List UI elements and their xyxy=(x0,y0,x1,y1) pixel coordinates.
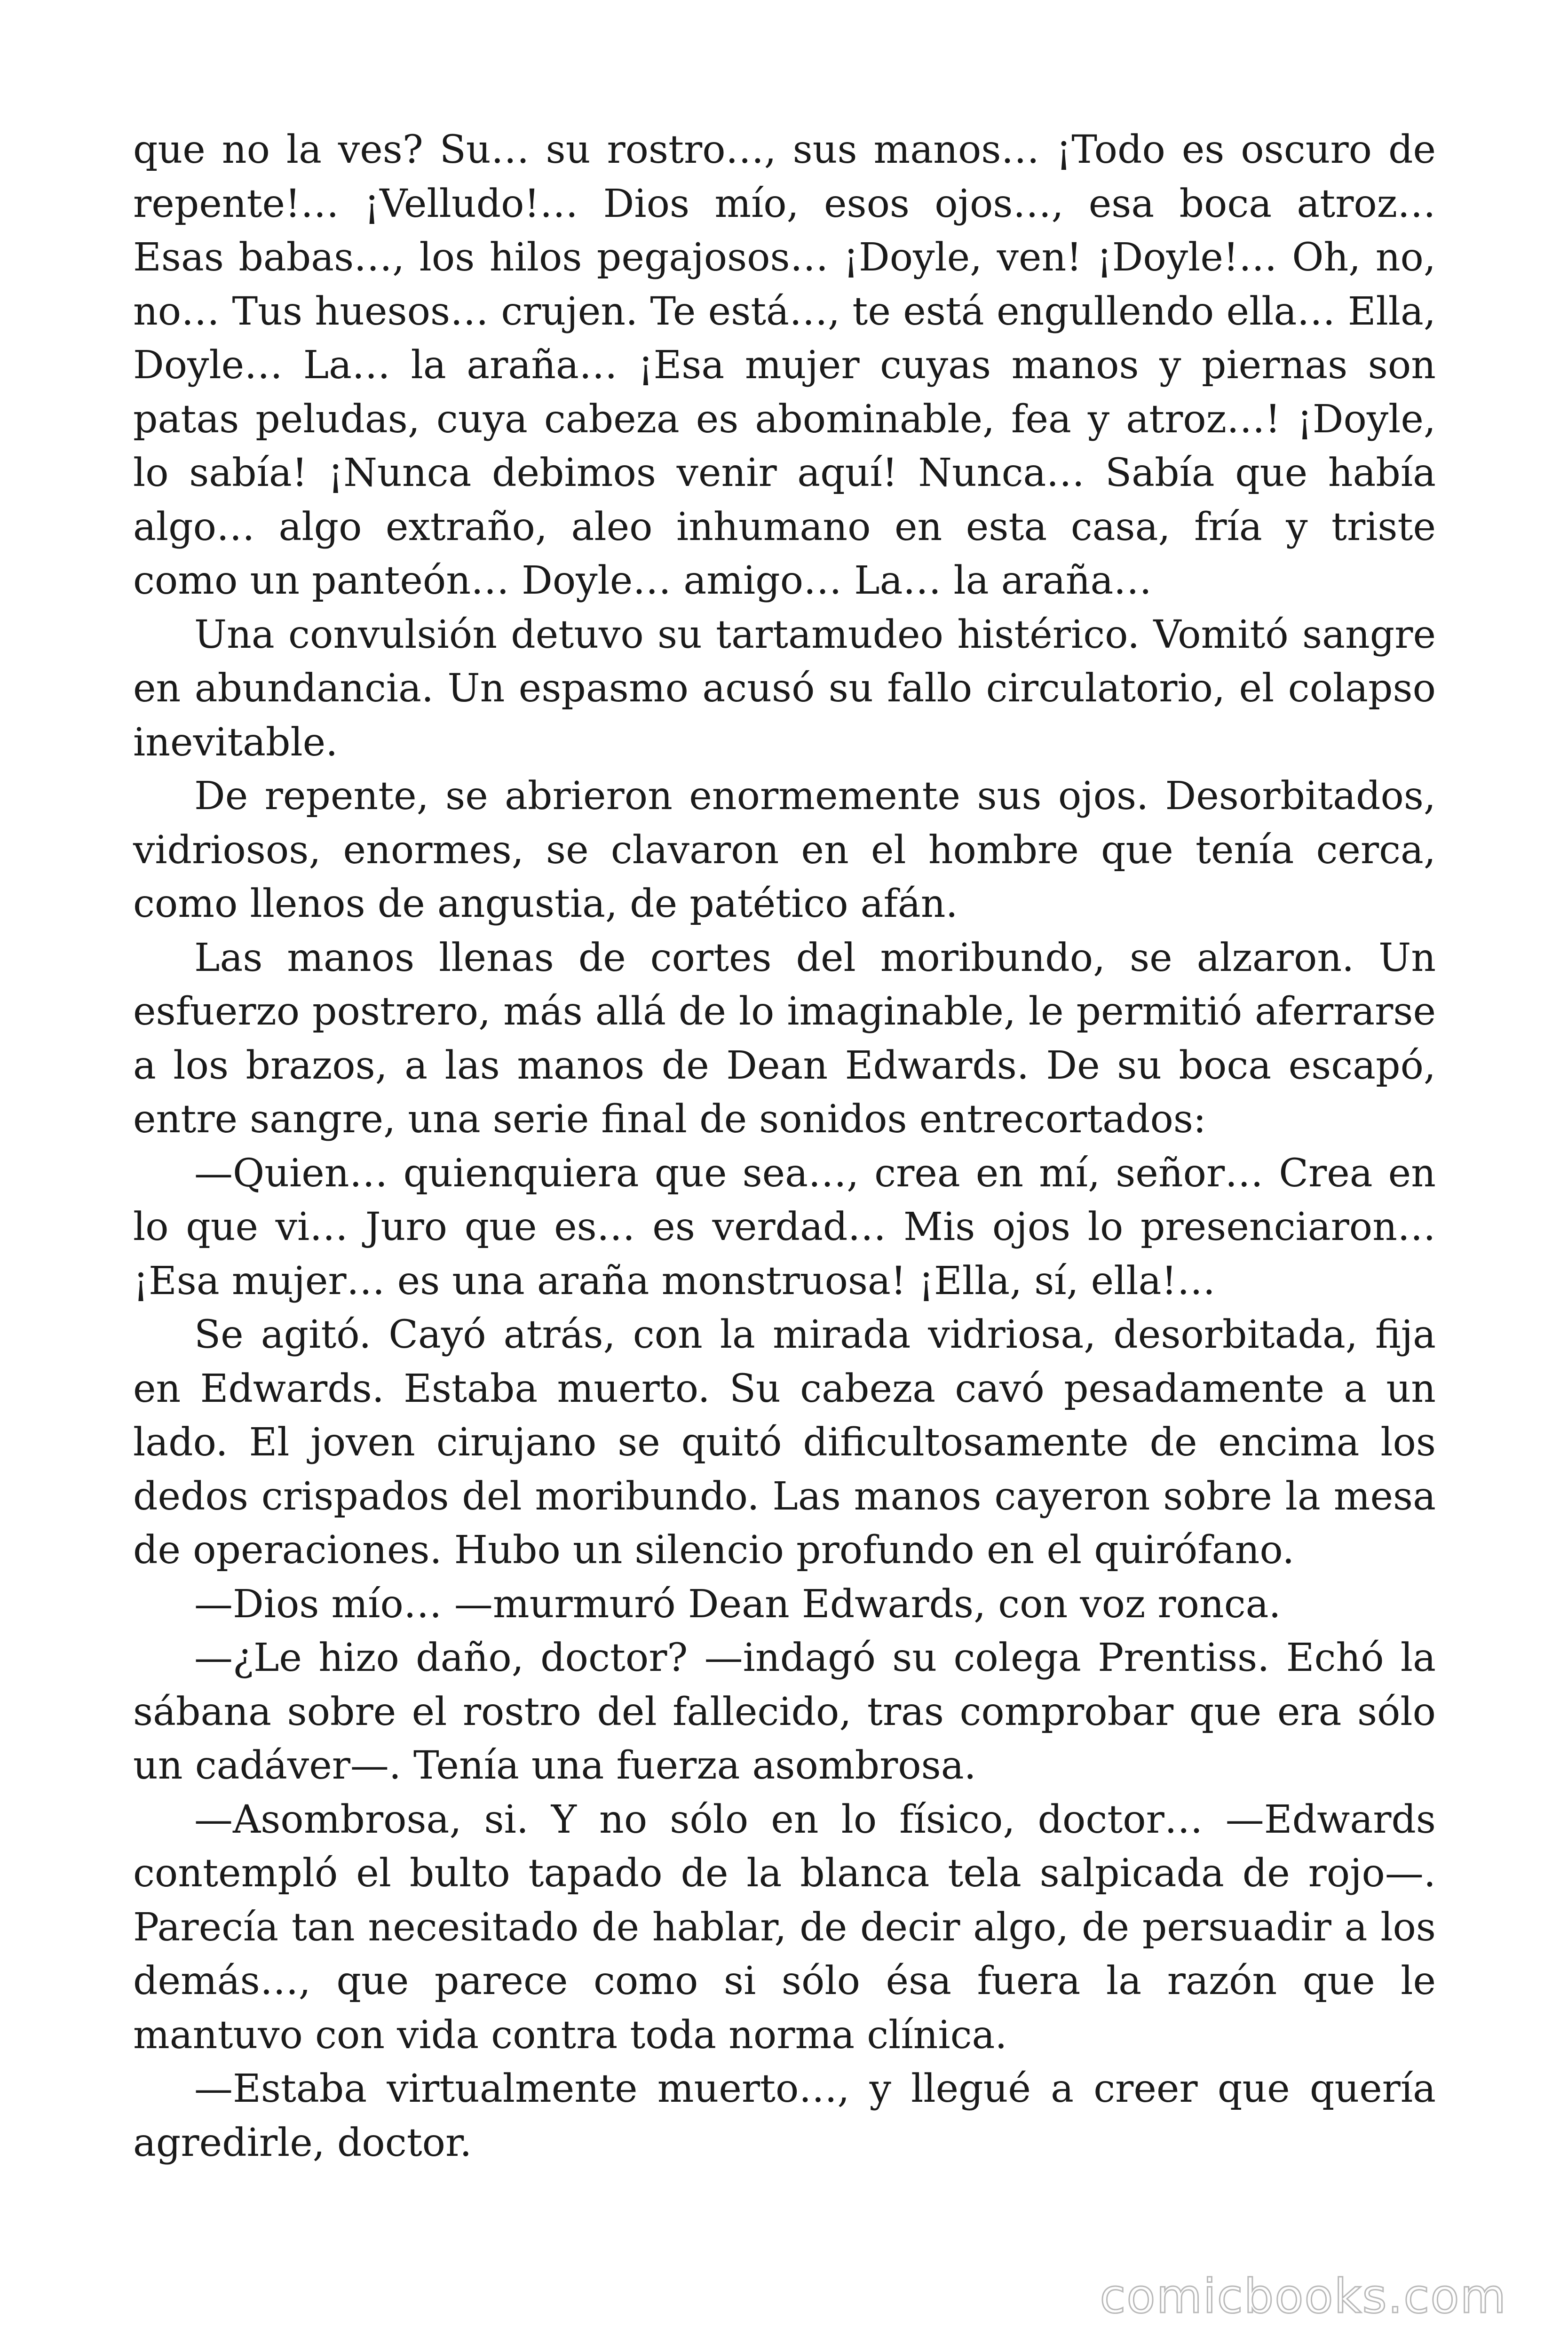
watermark: comicbooks.com xyxy=(1100,2269,1507,2324)
paragraph: Se agitó. Cayó atrás, con la mirada vidriosa, desorbitada, fija en Edwards. Estaba muerto. Su cabeza cavó pesadamente a un lado. El joven cirujano se quitó dificultosamente de encima los dedos crispados del moribundo. Las manos cayeron sobre la mesa de operaciones. Hubo un silencio profundo en el quirófano. xyxy=(133,1312,1436,1573)
paragraph: —Quien… quienquiera que sea…, crea en mí, señor… Crea en lo que vi… Juro que es… es verdad… Mis ojos lo presenciaron… ¡Esa mujer… es una araña monstruosa! ¡Ella, sí, ella!… xyxy=(133,1151,1436,1303)
paragraph: Las manos llenas de cortes del moribundo, se alzaron. Un esfuerzo postrero, más allá de lo imaginable, le permitió aferrarse a los brazos, a las manos de Dean Edwards. De su boca escapó, entre sangre, una serie final de sonidos entrecortados: xyxy=(133,935,1436,1142)
paragraph: que no la ves? Su… su rostro…, sus manos… ¡Todo es oscuro de repente!… ¡Velludo!… Dios mío, esos ojos…, esa boca atroz… Esas babas…, los hilos pegajosos… ¡Doyle, ven! ¡Doyle!… Oh, no, no… Tus huesos… crujen. Te está…, te está engullendo ella… Ella, Doyle… La… la araña… ¡Esa mujer cuyas manos y piernas son patas peludas, cuya cabeza es abominable, fea y atroz…! ¡Doyle, lo sabía! ¡Nunca debimos venir aquí! Nunca… Sabía que había algo… algo extraño, aleo inhumano en esta casa, fría y triste como un panteón… Doyle… amigo… La… la araña… xyxy=(133,127,1436,603)
body-text xyxy=(133,123,1436,2170)
paragraph: —¿Le hizo daño, doctor? —indagó su colega Prentiss. Echó la sábana sobre el rostro del fallecido, tras comprobar que era sólo un cadáver—. Tenía una fuerza asombrosa. xyxy=(133,1636,1436,1788)
paragraph: Una convulsión detuvo su tartamudeo histérico. Vomitó sangre en abundancia. Un espasmo acusó su fallo circulatorio, el colapso inevitable. xyxy=(133,612,1436,765)
paragraph: —Estaba virtualmente muerto…, y llegué a creer que quería agredirle, doctor. xyxy=(133,2066,1436,2165)
paragraph: —Dios mío… —murmuró Dean Edwards, con voz ronca. xyxy=(194,1581,1281,1627)
paragraph: —Asombrosa, si. Y no sólo en lo físico, doctor… —Edwards contempló el bulto tapado de la blanca tela salpicada de rojo—. Parecía tan necesitado de hablar, de decir algo, de persuadir a los demás…, que parece como si sólo ésa fuera la razón que le mantuvo con vida contra toda norma clínica. xyxy=(133,1797,1436,2058)
paragraph: De repente, se abrieron enormemente sus ojos. Desorbitados, vidriosos, enormes, se clavaron en el hombre que tenía cerca, como llenos de angustia, de patético afán. xyxy=(133,774,1436,926)
